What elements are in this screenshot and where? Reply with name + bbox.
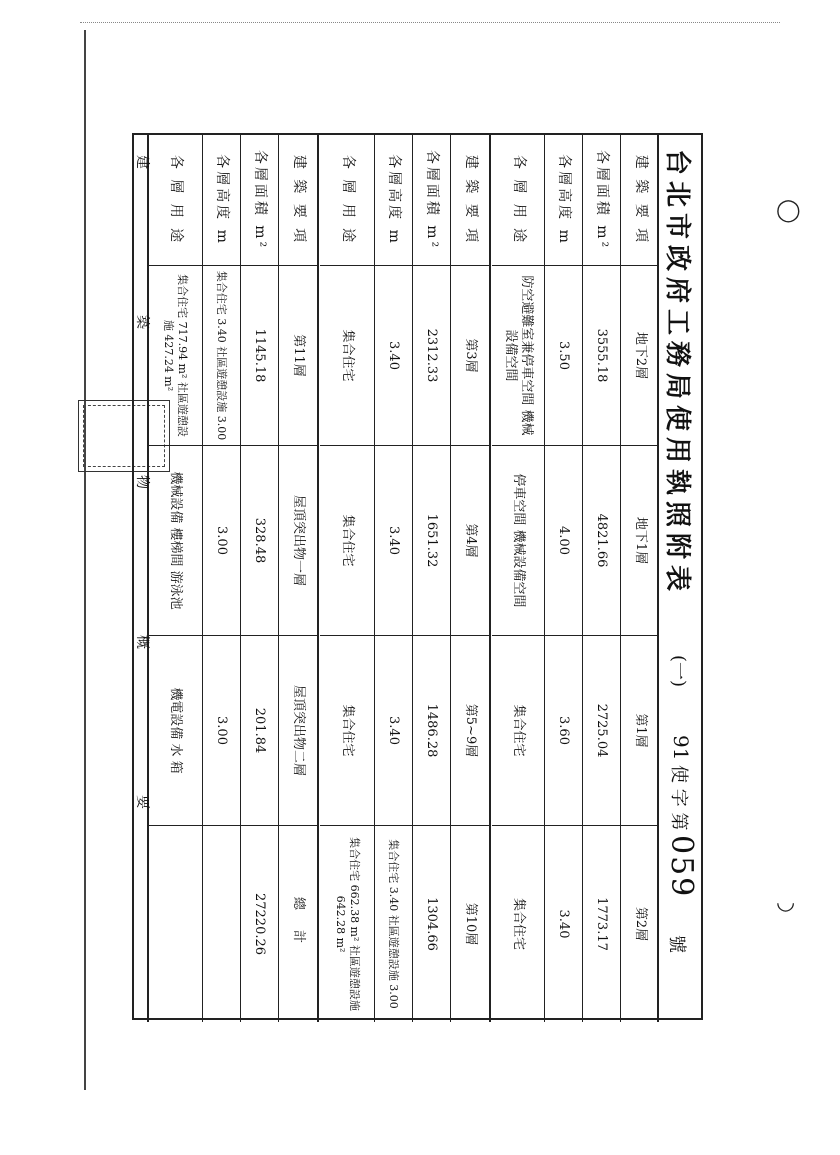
table-cell: 第11層	[279, 265, 317, 445]
table-cell: 第1層	[621, 635, 659, 825]
row-label: 各層高度 m	[385, 154, 402, 246]
row-label: 各層面積 m²	[423, 149, 440, 251]
table-cell: 機械設備 樓梯間 游泳池	[148, 445, 202, 635]
permit-number: 059	[664, 835, 699, 899]
scan-edge-top	[80, 22, 780, 23]
row-label: 各層高度 m	[213, 154, 230, 246]
row-label: 建 築 要 項	[290, 154, 307, 246]
table-row	[621, 135, 659, 1022]
table-cell: 1304.66	[412, 825, 450, 1022]
table-row	[451, 135, 489, 1022]
row-label: 各層高度 m	[555, 154, 572, 246]
scan-edge-left	[84, 30, 86, 1090]
row-label: 建 築 要 項	[462, 154, 479, 246]
table-cell: 第3層	[451, 265, 489, 445]
table-row	[279, 135, 317, 1022]
side-label-char: 建	[134, 155, 150, 169]
table-row	[544, 135, 583, 1022]
table-cell: 集合住宅	[320, 445, 374, 635]
side-label-char: 築	[134, 315, 150, 329]
table-row	[412, 135, 451, 1022]
table-cell: 1651.32	[412, 445, 450, 635]
side-label-char: 概	[134, 635, 150, 649]
table-cell: 3555.18	[582, 265, 620, 445]
table-row	[492, 135, 545, 1022]
table-cell: 第5~9層	[451, 635, 489, 825]
table-cell: 地下1層	[621, 445, 659, 635]
table-cell: 集合住宅 662.38 m² 社區遊憩設施 642.28 m²	[320, 825, 374, 1022]
table-cell: 集合住宅 717.94 m² 社區遊憩設施 427.24 m²	[148, 265, 202, 445]
row-label: 各 層 用 途	[510, 154, 527, 246]
table-cell: 集合住宅	[492, 635, 544, 825]
table-cell: 4.00	[544, 445, 582, 635]
table-row	[320, 135, 375, 1022]
row-label: 建 築 要 項	[632, 154, 649, 246]
side-label-char: 物	[134, 475, 150, 489]
table-cell: 防空避難室兼停車空間 機械設備空間	[492, 265, 544, 445]
table-cell: 27220.26	[240, 825, 278, 1022]
table-cell: 屋頂突出物二層	[279, 635, 317, 825]
table-cell: 3.60	[544, 635, 582, 825]
table-cell: 機電設備 水 箱	[148, 635, 202, 825]
table-cell: 集合住宅	[320, 635, 374, 825]
table-cell: 2312.33	[412, 265, 450, 445]
section-divider	[317, 135, 319, 1022]
permit-attachment-table	[132, 133, 703, 1020]
table-cell: 停車空間 機械設備空間	[492, 445, 544, 635]
table-cell: 集合住宅 3.40 社區遊憩設施 3.00	[202, 265, 240, 445]
rotated-table-body	[134, 135, 701, 1022]
table-cell: 201.84	[240, 635, 278, 825]
table-row	[374, 135, 413, 1022]
document-part: (一)	[668, 655, 689, 688]
table-cell: 328.48	[240, 445, 278, 635]
permit-suffix: 號	[666, 935, 687, 953]
table-cell: 4821.66	[582, 445, 620, 635]
table-cell: 1486.28	[412, 635, 450, 825]
table-row	[240, 135, 279, 1022]
table-cell: 3.40	[544, 825, 582, 1022]
document-title: 台北市政府工務局使用執照附表	[662, 149, 693, 598]
side-label-char: 要	[134, 795, 150, 809]
table-cell: 3.40	[374, 445, 412, 635]
row-label: 各層面積 m²	[593, 149, 610, 251]
table-cell: 第4層	[451, 445, 489, 635]
table-cell: 屋頂突出物一層	[279, 445, 317, 635]
table-row	[202, 135, 241, 1022]
binding-hole-mark-2: ◡	[776, 890, 796, 915]
binding-hole-mark: ◯	[776, 198, 801, 223]
section-divider	[489, 135, 491, 1022]
row-label: 各層面積 m²	[251, 149, 268, 251]
table-cell: 3.40	[374, 635, 412, 825]
table-row	[148, 135, 203, 1022]
table-cell: 1145.18	[240, 265, 278, 445]
row-label: 各 層 用 途	[167, 154, 184, 246]
side-label-building-overview	[134, 135, 153, 1022]
permit-year: 91	[669, 735, 693, 761]
table-cell: 集合住宅	[320, 265, 374, 445]
table-cell: 第10層	[451, 825, 489, 1022]
table-cell: 3.50	[544, 265, 582, 445]
table-cell: 集合住宅 3.40 社區遊憩設施 3.00	[374, 825, 412, 1022]
permit-type-chars: 使 字 第	[668, 765, 689, 831]
table-cell: 3.00	[202, 635, 240, 825]
table-cell: 3.40	[374, 265, 412, 445]
table-cell	[202, 825, 240, 1022]
table-cell: 地下2層	[621, 265, 659, 445]
table-row	[582, 135, 621, 1022]
row-label: 各 層 用 途	[339, 154, 356, 246]
table-cell: 總 計	[279, 825, 317, 1022]
table-cell: 第2層	[621, 825, 659, 1022]
title-row	[657, 135, 701, 1022]
table-cell: 3.00	[202, 445, 240, 635]
table-cell: 1773.17	[582, 825, 620, 1022]
table-cell: 集合住宅	[492, 825, 544, 1022]
table-cell	[148, 825, 202, 1022]
table-cell: 2725.04	[582, 635, 620, 825]
